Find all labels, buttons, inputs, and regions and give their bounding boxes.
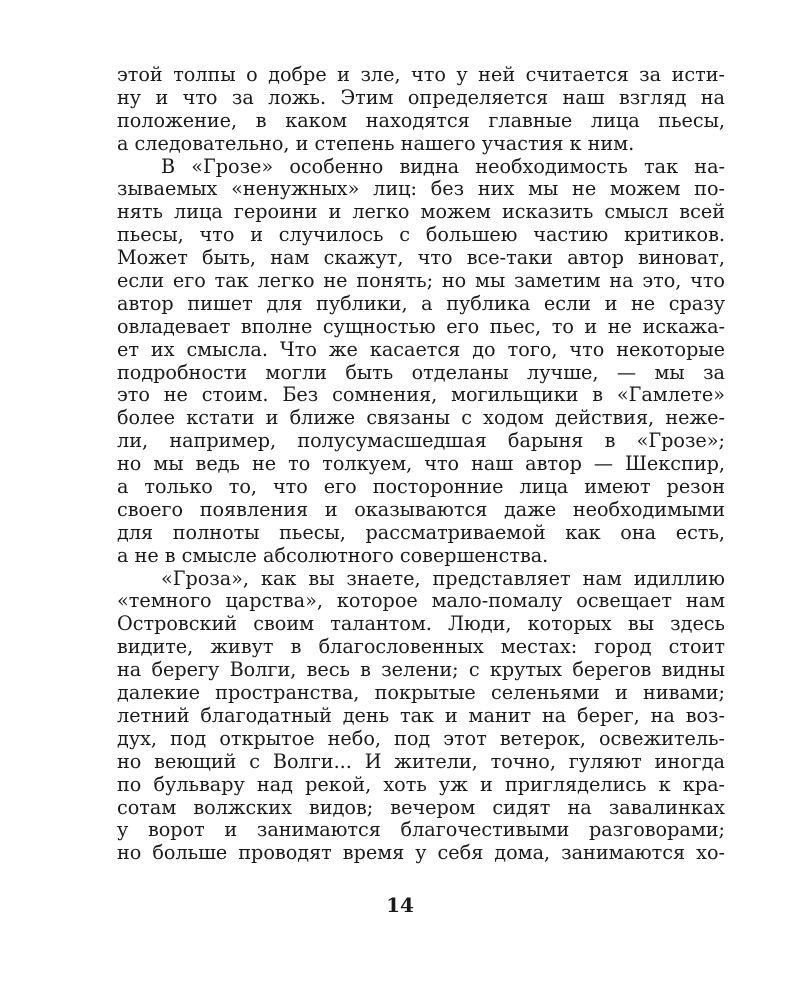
text-line: далекие пространства, покрытые селеньями и нивами;: [117, 681, 725, 705]
text-line: но больше проводят время у себя дома, занимаются хо-: [117, 841, 725, 865]
text-line: ли, например, полусумасшедшая барыня в «Грозе»;: [117, 429, 725, 453]
text-line: сотам волжских видов; вечером сидят на завалинках: [117, 795, 725, 819]
text-line: у ворот и занимаются благочестивыми разговорами;: [117, 818, 725, 842]
text-line: если его так легко не понять; но мы заметим на это, что: [117, 269, 725, 293]
text-line: автор пишет для публики, а публика если и не сразу: [117, 291, 725, 315]
text-line: этой толпы о добре и зле, что у ней считается за исти-: [117, 63, 725, 86]
text-line: видите, живут в благословенных местах: город стоит: [117, 635, 725, 659]
page-number: 14: [386, 893, 414, 917]
text-line: положение, в каком находятся главные лица пьесы,: [117, 108, 725, 132]
text-line: более кстати и ближе связаны с ходом действия, неже-: [117, 406, 725, 430]
paragraph-first-line: В «Грозе» особенно видна необходимость так на-: [161, 154, 725, 178]
text-line: ет их смысла. Что же касается до того, что некоторые: [117, 337, 725, 361]
text-line: пьесы, что и случилось с большею частию критиков.: [117, 223, 725, 247]
page-text-block: [117, 64, 725, 865]
text-line: это не стоим. Без сомнения, могильщики в «Гамлете»: [117, 383, 725, 407]
text-line: но веющий с Волги... И жители, точно, гуляют иногда: [117, 749, 725, 773]
text-line: овладевает вполне сущностью его пьес, то и не искажа-: [117, 314, 725, 338]
text-line: на берегу Волги, весь в зелени; с крутых берегов видны: [117, 658, 725, 682]
paragraph-first-line: «Гроза», как вы знаете, представляет нам идиллию: [161, 566, 725, 590]
text-line: летний благодатный день так и манит на берег, на воз-: [117, 703, 725, 727]
text-line: а не в смысле абсолютного совершенства.: [117, 543, 549, 567]
text-line: но мы ведь не то толкуем, что наш автор — Шекспир,: [117, 452, 725, 476]
text-line: «темного царства», которое мало-помалу освещает нам: [117, 589, 725, 613]
text-line: ну и что за ложь. Этим определяется наш взгляд на: [117, 85, 725, 109]
text-line: а следовательно, и степень нашего участия к ним.: [117, 131, 635, 155]
text-line: подробности могли быть отделаны лучше, — мы за: [117, 360, 725, 384]
text-line: дух, под открытое небо, под этот ветерок, освежитель-: [117, 726, 725, 750]
text-line: зываемых «ненужных» лиц: без них мы не можем по-: [117, 177, 725, 201]
text-line: Островский своим талантом. Люди, которых вы здесь: [117, 612, 725, 636]
text-line: а только то, что его посторонние лица имеют резон: [117, 475, 725, 499]
text-line: нять лица героини и легко можем исказить смысл всей: [117, 200, 725, 224]
text-line: Может быть, нам скажут, что все-таки автор виноват,: [117, 246, 725, 270]
text-line: по бульвару над рекой, хоть уж и пригляделись к кра-: [117, 772, 725, 796]
text-line: своего появления и оказываются даже необходимыми: [117, 497, 725, 521]
text-line: для полноты пьесы, рассматриваемой как она есть,: [117, 520, 725, 544]
